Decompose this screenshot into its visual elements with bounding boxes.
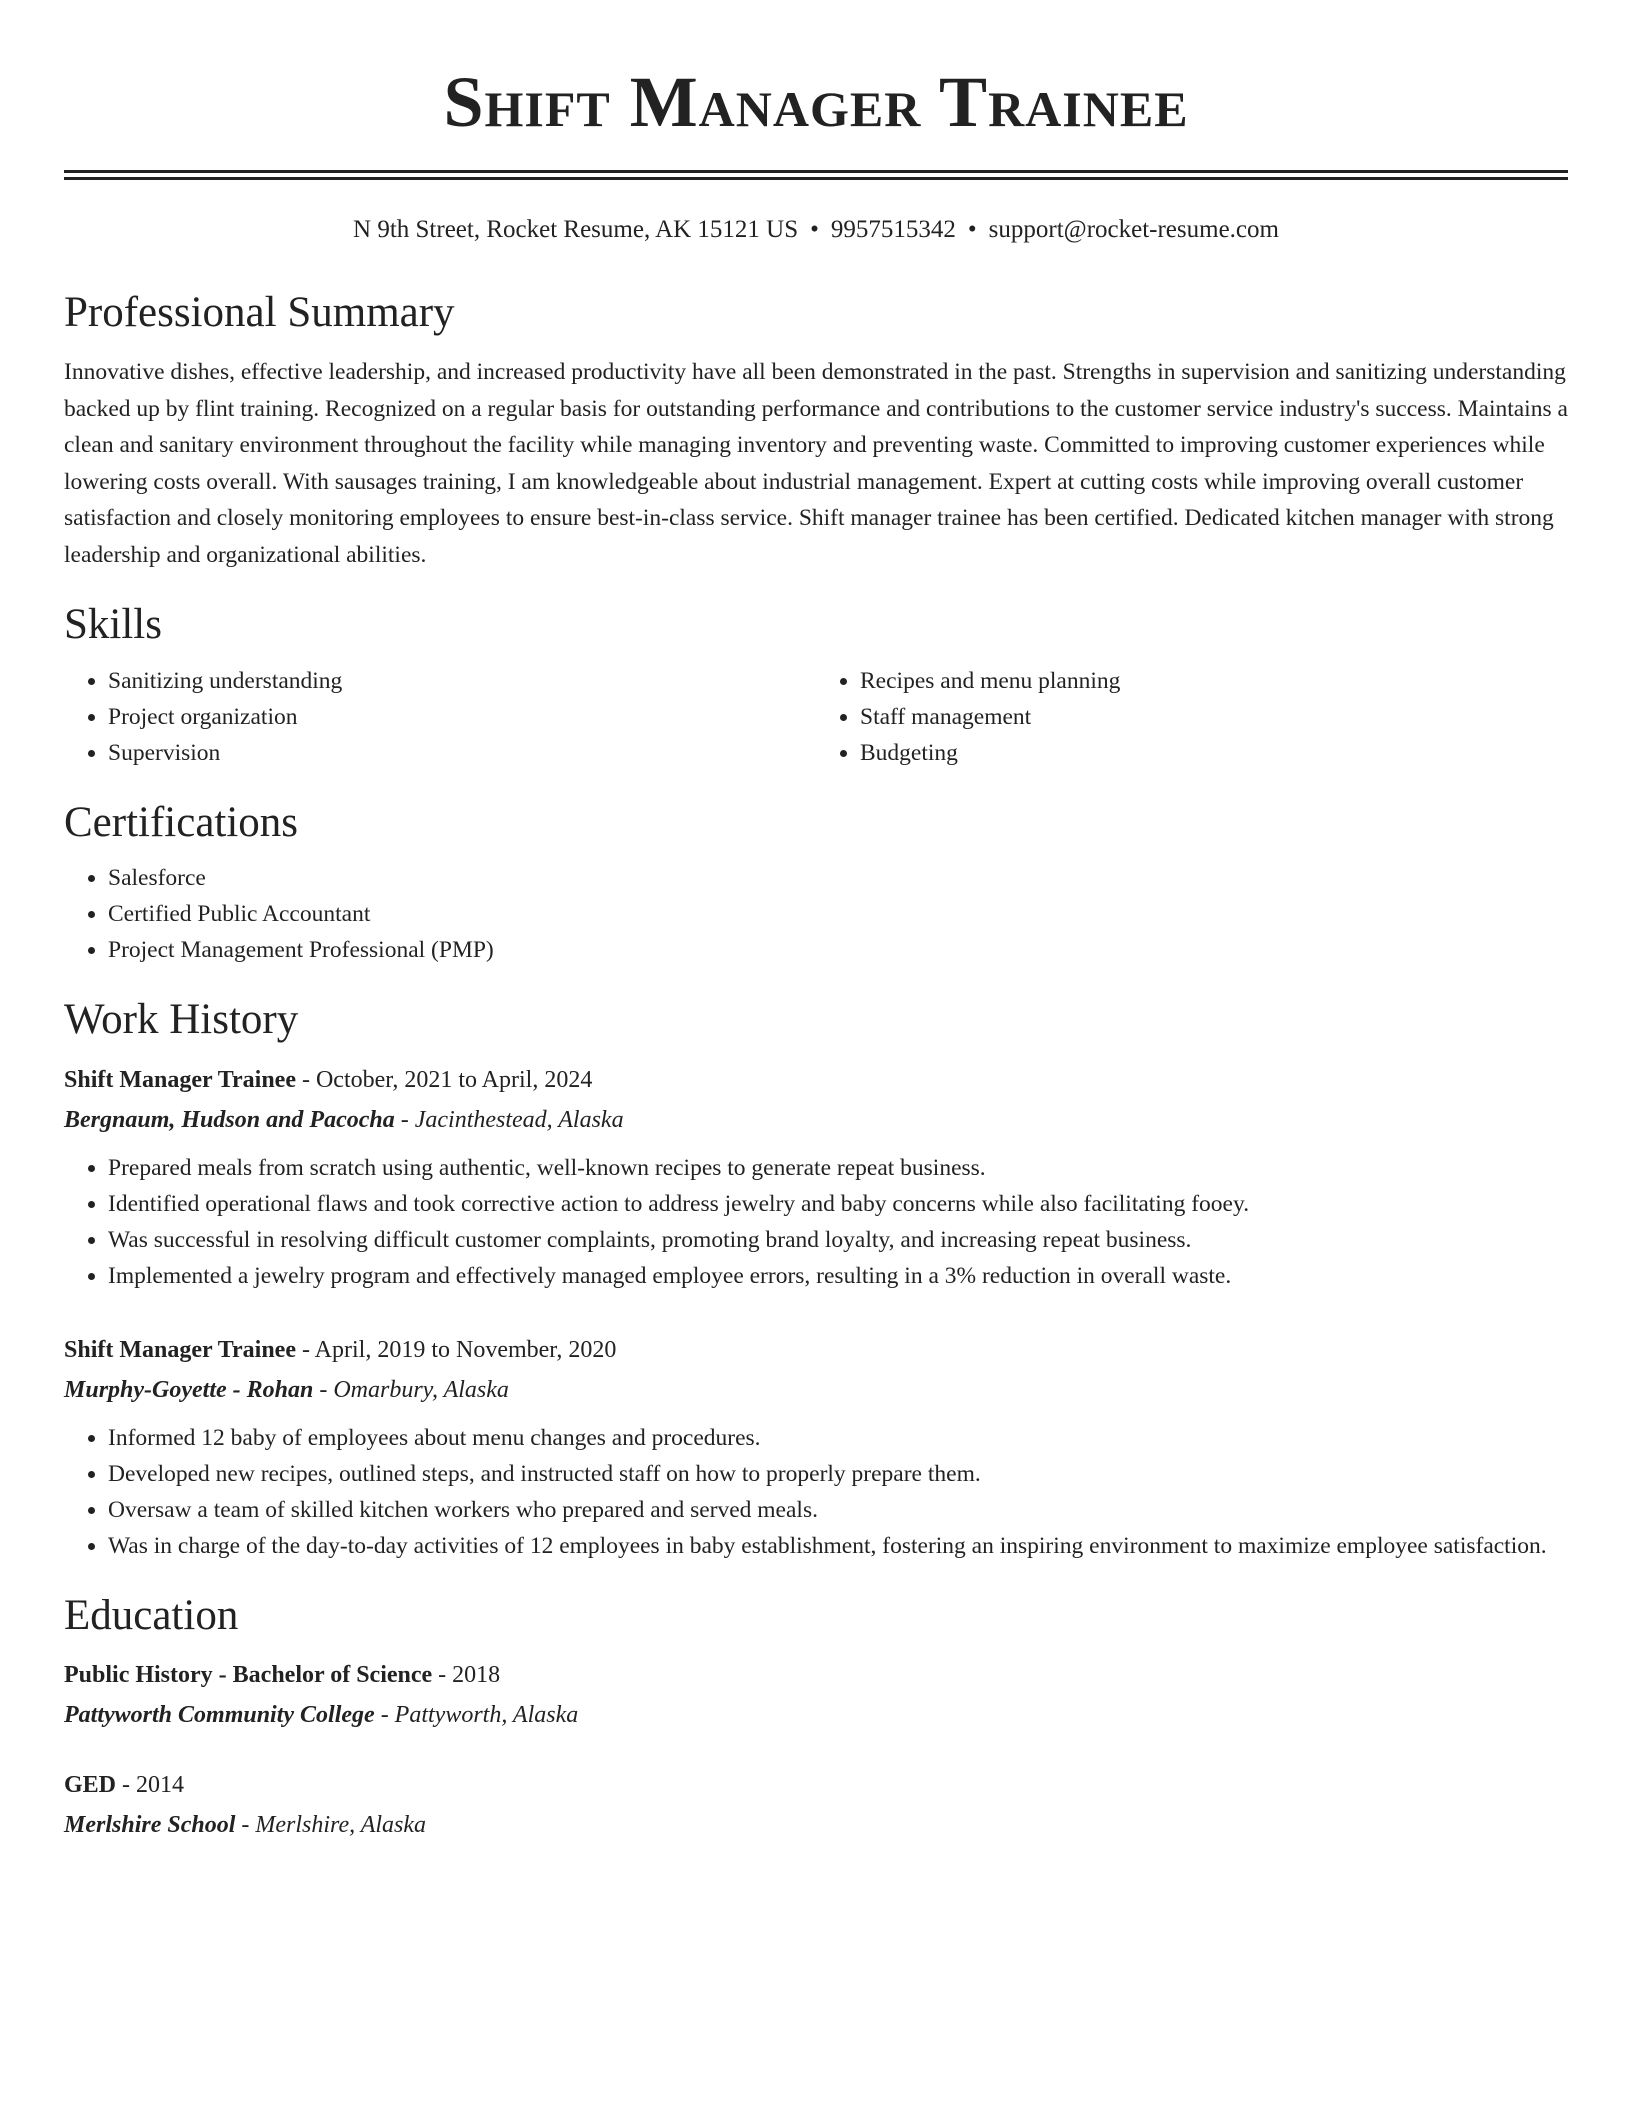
certifications-list bbox=[64, 860, 1568, 968]
job-entry bbox=[64, 1060, 1568, 1294]
contact-phone: 9957515342 bbox=[830, 216, 956, 243]
school-line bbox=[64, 1695, 1568, 1735]
job-entry bbox=[64, 1330, 1568, 1564]
job-bullets bbox=[64, 1420, 1568, 1564]
education-entry bbox=[64, 1655, 1568, 1735]
degree-year: - 2018 bbox=[432, 1662, 501, 1689]
job-dates: - October, 2021 to April, 2024 bbox=[295, 1066, 593, 1093]
skill-item: • Sanitizing understanding bbox=[108, 663, 816, 699]
job-company: Murphy-Goyette - Rohan bbox=[64, 1376, 314, 1403]
job-bullet: • Informed 12 baby of employees about menu changes and procedures. bbox=[108, 1420, 1568, 1456]
school-location: - Pattyworth, Alaska bbox=[374, 1702, 579, 1729]
contact-email: support@rocket-resume.com bbox=[988, 216, 1279, 243]
job-company-line bbox=[64, 1370, 1568, 1410]
skill-item: • Budgeting bbox=[860, 735, 1568, 771]
skills-heading: Skills bbox=[64, 601, 162, 649]
job-title: Shift Manager Trainee bbox=[64, 1066, 296, 1093]
skills-list-right bbox=[816, 663, 1568, 771]
certification-item: • Project Management Professional (PMP) bbox=[108, 932, 1568, 968]
job-bullet: • Oversaw a team of skilled kitchen workers who prepared and served meals. bbox=[108, 1492, 1568, 1528]
degree-line bbox=[64, 1655, 1568, 1695]
certification-item: • Certified Public Accountant bbox=[108, 896, 1568, 932]
contact-address: N 9th Street, Rocket Resume, AK 15121 US bbox=[353, 216, 799, 243]
school-name: Merlshire School bbox=[64, 1812, 236, 1839]
summary-text: Innovative dishes, effective leadership, and increased productivity have all been demonstrated in the past. Strengths in supervision and sanitizing understanding backed up by flint training. Recognized on a regular basis for outstanding performance and contributions to the customer service industry's success. Maintains a clean and sanitary environment throughout the facility while managing inventory and preventing waste. Committed to improving customer experiences while lowering costs overall. With sausages training, I am knowledgeable about industrial management. Expert at cutting costs while improving overall customer satisfaction and closely monitoring employees to ensure best-in-class service. Shift manager trainee has been certified. Dedicated kitchen manager with strong leadership and organizational abilities. bbox=[64, 359, 1568, 568]
skill-item: • Supervision bbox=[108, 735, 816, 771]
resume-title: Shift Manager Trainee bbox=[443, 62, 1189, 142]
job-company: Bergnaum, Hudson and Pacocha bbox=[64, 1106, 395, 1133]
education-entry bbox=[64, 1765, 1568, 1845]
skill-item: • Staff management bbox=[860, 699, 1568, 735]
degree-name: Public History - Bachelor of Science bbox=[64, 1662, 433, 1689]
degree-year: - 2014 bbox=[116, 1772, 185, 1799]
job-title: Shift Manager Trainee bbox=[64, 1336, 296, 1363]
job-title-line bbox=[64, 1330, 1568, 1370]
job-bullets bbox=[64, 1150, 1568, 1294]
job-bullet: • Developed new recipes, outlined steps, and instructed staff on how to properly prepare them. bbox=[108, 1456, 1568, 1492]
job-bullet: • Was in charge of the day-to-day activities of 12 employees in baby establishment, fostering an inspiring environment to maximize employee satisfaction. bbox=[108, 1528, 1568, 1564]
skill-item: • Recipes and menu planning bbox=[860, 663, 1568, 699]
school-location: - Merlshire, Alaska bbox=[235, 1812, 427, 1839]
job-title-line bbox=[64, 1060, 1568, 1100]
job-bullet: • Identified operational flaws and took corrective action to address jewelry and baby concerns while also facilitating fooey. bbox=[108, 1186, 1568, 1222]
job-dates: - April, 2019 to November, 2020 bbox=[295, 1336, 617, 1363]
job-company-line bbox=[64, 1100, 1568, 1140]
education-heading: Education bbox=[64, 1591, 239, 1639]
school-name: Pattyworth Community College bbox=[64, 1702, 375, 1729]
title-divider bbox=[64, 170, 1568, 180]
job-location: - Omarbury, Alaska bbox=[313, 1376, 509, 1403]
skill-item: • Project organization bbox=[108, 699, 816, 735]
skills-list-left bbox=[64, 663, 816, 771]
degree-line bbox=[64, 1765, 1568, 1805]
school-line bbox=[64, 1805, 1568, 1845]
contact-separator: • bbox=[810, 216, 819, 243]
certification-item: • Salesforce bbox=[108, 860, 1568, 896]
work-history-heading: Work History bbox=[64, 996, 299, 1044]
contact-separator: • bbox=[967, 216, 977, 243]
job-bullet: • Was successful in resolving difficult customer complaints, promoting brand loyalty, and increasing repeat business. bbox=[108, 1222, 1568, 1258]
certifications-heading: Certifications bbox=[64, 798, 299, 846]
contact-line bbox=[64, 214, 1568, 247]
degree-name: GED bbox=[64, 1772, 117, 1799]
job-bullet: • Prepared meals from scratch using authentic, well-known recipes to generate repeat business. bbox=[108, 1150, 1568, 1186]
job-location: - Jacinthestead, Alaska bbox=[394, 1106, 624, 1133]
summary-heading: Professional Summary bbox=[64, 288, 455, 336]
skills-grid bbox=[64, 663, 1568, 771]
job-bullet: • Implemented a jewelry program and effectively managed employee errors, resulting in a 3% reduction in overall waste. bbox=[108, 1258, 1568, 1294]
